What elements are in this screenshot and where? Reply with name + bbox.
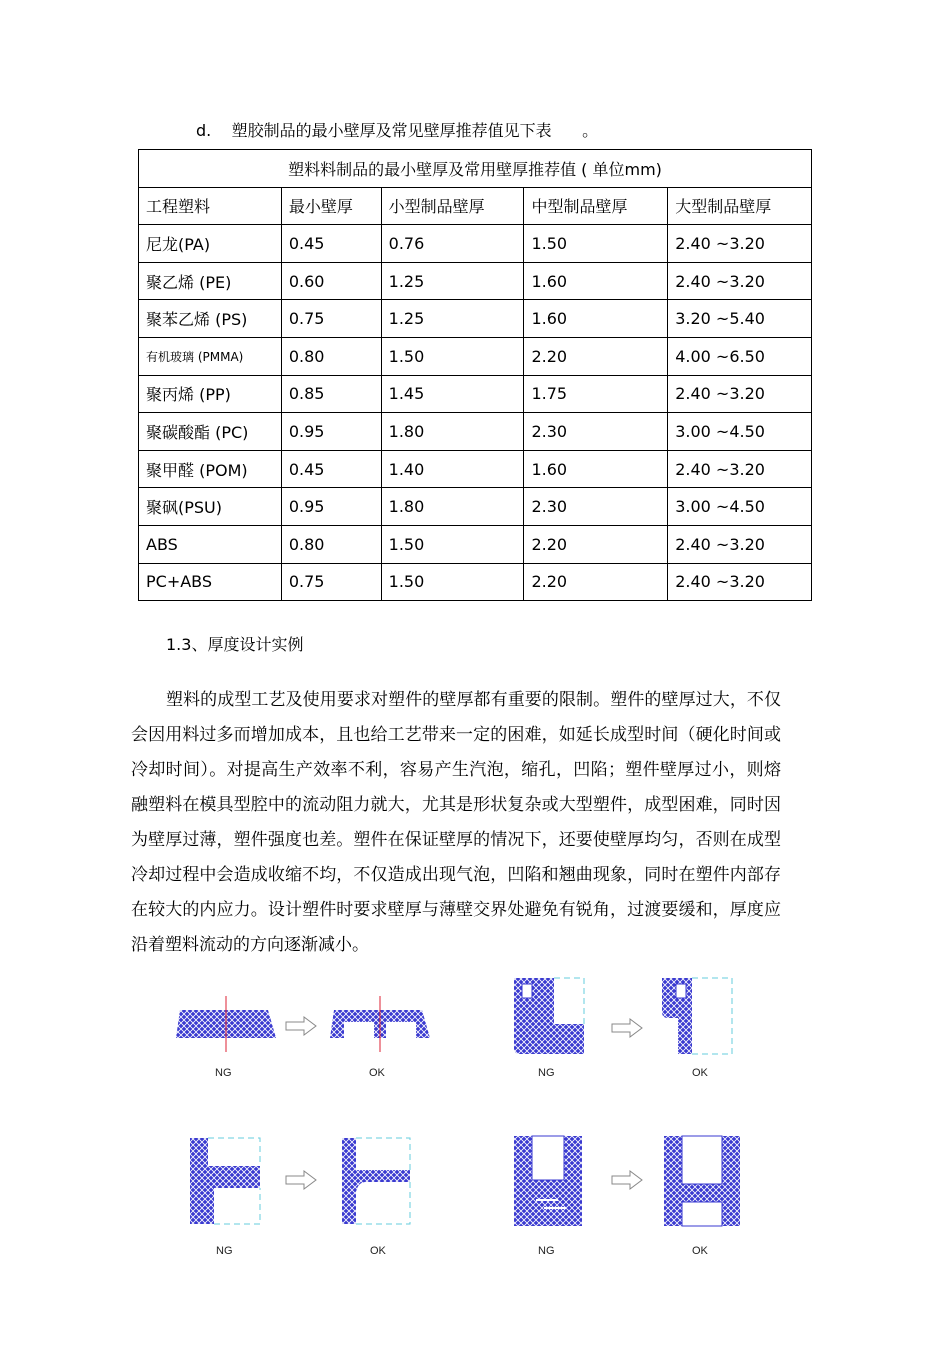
ok-label: OK <box>369 1067 385 1079</box>
header-cell: 大型制品壁厚 <box>668 187 812 225</box>
table-row <box>139 225 812 263</box>
table-row <box>139 488 812 526</box>
ng-shape <box>190 1138 260 1224</box>
ng-label: NG <box>215 1067 232 1079</box>
figure-junction-thickness <box>160 1130 460 1260</box>
header-cell: 最小壁厚 <box>281 187 381 225</box>
arrow-icon <box>286 1171 316 1189</box>
value-cell: 0.95 <box>281 413 381 451</box>
value-cell: 1.60 <box>524 262 668 300</box>
value-cell: 2.20 <box>524 563 668 601</box>
value-cell: 0.85 <box>281 375 381 413</box>
figure-boss-thickness <box>500 970 760 1085</box>
value-cell: 3.20 ~5.40 <box>668 300 812 338</box>
header-cell: 中型制品壁厚 <box>524 187 668 225</box>
value-cell: 1.80 <box>381 488 524 526</box>
value-cell: 0.60 <box>281 262 381 300</box>
table-row <box>139 337 812 375</box>
value-cell: 1.45 <box>381 375 524 413</box>
list-marker: d. <box>196 121 212 140</box>
figure-cap-thickness <box>160 990 460 1085</box>
value-cell: 2.30 <box>524 488 668 526</box>
value-cell: 0.80 <box>281 525 381 563</box>
material-cell: PC+ABS <box>139 563 282 601</box>
table-caption-row <box>139 150 812 188</box>
ng-label: NG <box>538 1067 555 1079</box>
value-cell: 1.50 <box>381 525 524 563</box>
value-cell: 3.00 ~4.50 <box>668 413 812 451</box>
caption-text: 塑料料制品的最小壁厚及常用壁厚推荐值 <box>288 159 577 179</box>
material-cell: 聚乙烯 (PE) <box>139 262 282 300</box>
value-cell: 2.20 <box>524 337 668 375</box>
table-row <box>139 525 812 563</box>
material-cell: 聚丙烯 (PP) <box>139 375 282 413</box>
figure-boss-svg <box>500 970 760 1085</box>
figure-cap-svg <box>160 990 460 1085</box>
value-cell: 1.25 <box>381 262 524 300</box>
table-row <box>139 300 812 338</box>
table-caption <box>139 150 812 188</box>
value-cell: 0.45 <box>281 225 381 263</box>
value-cell: 1.50 <box>381 337 524 375</box>
material-cell: 聚碳酸酯 (PC) <box>139 413 282 451</box>
value-cell: 0.95 <box>281 488 381 526</box>
table-row <box>139 450 812 488</box>
value-cell: 0.76 <box>381 225 524 263</box>
value-cell: 0.75 <box>281 300 381 338</box>
value-cell: 1.50 <box>524 225 668 263</box>
arrow-icon <box>612 1019 642 1037</box>
value-cell: 2.40 ~3.20 <box>668 450 812 488</box>
value-cell: 2.40 ~3.20 <box>668 262 812 300</box>
value-cell: 2.40 ~3.20 <box>668 525 812 563</box>
header-cell: 小型制品壁厚 <box>381 187 524 225</box>
paragraph-text: 塑料的成型工艺及使用要求对塑件的壁厚都有重要的限制。塑件的壁厚过大，不仅会因用料过多而增加成本，且也给工艺带来一定的困难，如延长成型时间（硬化时间或冷却时间）。对提高生产效率不利，容易产生汽泡，缩孔，凹陷；塑件壁厚过小，则熔融塑料在模具型腔中的流动阻力就大，尤其是形状复杂或大型塑件，成型困难，同时因为壁厚过薄，塑件强度也差。塑件在保证壁厚的情况下，还要使壁厚均匀，否则在成型冷却过程中会造成收缩不均，不仅造成出现气泡，凹陷和翘曲现象，同时在塑件内部存在较大的内应力。设计塑件时要求壁厚与薄壁交界处避免有锐角，过渡要缓和，厚度应沿着塑料流动的方向逐渐减小。 <box>131 690 781 955</box>
figure-base-thickness <box>500 1130 760 1260</box>
value-cell: 1.50 <box>381 563 524 601</box>
section-title: 1.3、厚度设计实例 <box>166 635 304 654</box>
ok-label: OK <box>692 1067 708 1079</box>
value-cell: 1.40 <box>381 450 524 488</box>
thickness-table <box>138 149 812 601</box>
value-cell: 2.40 ~3.20 <box>668 225 812 263</box>
intro-text: 塑胶制品的最小壁厚及常见壁厚推荐值见下表 <box>231 121 552 140</box>
material-cell: ABS <box>139 525 282 563</box>
value-cell: 0.80 <box>281 337 381 375</box>
material-cell: 尼龙(PA) <box>139 225 282 263</box>
body-paragraph <box>131 683 781 963</box>
figure-junction-svg <box>160 1130 460 1260</box>
material-cell: 有机玻璃 (PMMA) <box>139 337 282 375</box>
arrow-icon <box>286 1017 316 1035</box>
figure-base-svg <box>500 1130 760 1260</box>
value-cell: 2.40 ~3.20 <box>668 375 812 413</box>
value-cell: 2.40 ~3.20 <box>668 563 812 601</box>
value-cell: 1.60 <box>524 450 668 488</box>
value-cell: 0.45 <box>281 450 381 488</box>
table-row <box>139 262 812 300</box>
value-cell: 0.75 <box>281 563 381 601</box>
value-cell: 2.20 <box>524 525 668 563</box>
ok-shape <box>342 1138 410 1224</box>
value-cell: 1.80 <box>381 413 524 451</box>
material-cell: 聚甲醛 (POM) <box>139 450 282 488</box>
caption-unit: ( 单位mm) <box>581 159 662 179</box>
value-cell: 4.00 ~6.50 <box>668 337 812 375</box>
table-row <box>139 413 812 451</box>
material-cell: 聚砜(PSU) <box>139 488 282 526</box>
value-cell: 1.60 <box>524 300 668 338</box>
ok-label: OK <box>692 1245 708 1257</box>
ok-label: OK <box>370 1245 386 1257</box>
material-cell: 聚苯乙烯 (PS) <box>139 300 282 338</box>
ng-label: NG <box>538 1245 555 1257</box>
intro-line <box>196 118 598 141</box>
table-header-row <box>139 187 812 225</box>
table-row <box>139 375 812 413</box>
arrow-icon <box>612 1171 642 1189</box>
table-row <box>139 563 812 601</box>
ng-label: NG <box>216 1245 233 1257</box>
value-cell: 1.75 <box>524 375 668 413</box>
value-cell: 3.00 ~4.50 <box>668 488 812 526</box>
intro-end: 。 <box>582 121 599 140</box>
header-cell: 工程塑料 <box>139 187 282 225</box>
value-cell: 1.25 <box>381 300 524 338</box>
value-cell: 2.30 <box>524 413 668 451</box>
